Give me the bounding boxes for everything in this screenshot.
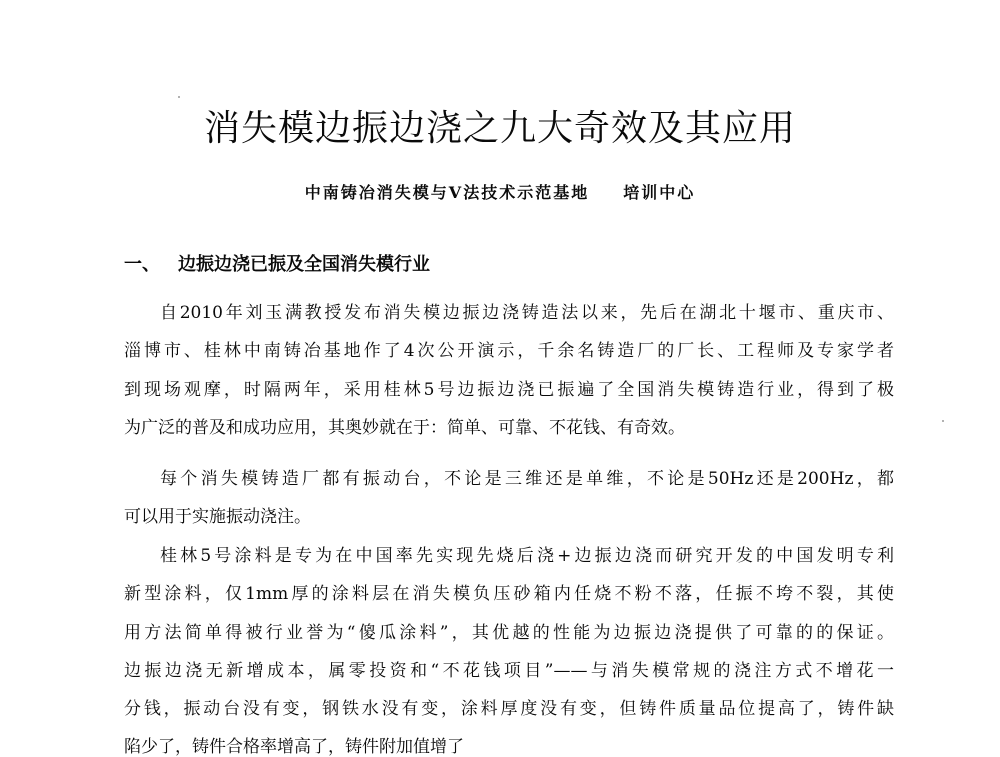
scan-speck xyxy=(178,96,180,98)
paragraph-line: 每个消失模铸造厂都有振动台，不论是三维还是单维，不论是50Hz还是200Hz，都 xyxy=(160,469,894,489)
paragraph-1 xyxy=(124,294,894,447)
subtitle-organization: 中南铸冶消失模与V法技术示范基地 xyxy=(304,183,590,202)
paragraph-line: 淄博市、桂林中南铸冶基地作了4次公开演示，千余名铸造厂的厂长、工程师及专家学者 xyxy=(124,341,894,362)
document-title: 消失模边振边浇之九大奇效及其应用 xyxy=(203,108,796,149)
paragraph-line: 分钱，振动台没有变，钢铁水没有变，涂料厚度没有变，但铸件质量品位提高了，铸件缺 xyxy=(124,699,894,720)
paragraph-2 xyxy=(124,460,894,537)
paragraph-line: 边振边浇无新增成本，属零投资和“不花钱项目”——与消失模常规的浇注方式不增花一 xyxy=(124,660,894,681)
paragraph-3 xyxy=(124,537,894,757)
paragraph-line: 为广泛的普及和成功应用，其奥妙就在于：简单、可靠、不花钱、有奇效。 xyxy=(124,417,685,438)
section-heading-text: 边振边浇已振及全国消失模行业 xyxy=(178,254,430,275)
section-heading xyxy=(124,248,430,282)
paragraph-line: 新型涂料，仅1mm厚的涂料层在消失模负压砂箱内任烧不粉不落，任振不垮不裂，其使 xyxy=(124,584,894,605)
paragraph-line: 桂林5号涂料是专为在中国率先实现先烧后浇+边振边浇而研究开发的中国发明专利 xyxy=(160,546,894,566)
paragraph-line: 可以用于实施振动浇注。 xyxy=(124,507,311,528)
scan-speck xyxy=(942,420,944,422)
paragraph-line: 自2010年刘玉满教授发布消失模边振边浇铸造法以来，先后在湖北十堰市、重庆市、 xyxy=(160,303,894,323)
paragraph-line: 用方法简单得被行业誉为“傻瓜涂料”，其优越的性能为边振边浇提供了可靠的的保证。 xyxy=(124,622,894,643)
document-subtitle xyxy=(180,178,820,208)
subtitle-department: 培训中心 xyxy=(623,183,696,202)
paragraph-line: 陷少了，铸件合格率增高了，铸件附加值增了 xyxy=(124,737,464,757)
section-number: 一、 xyxy=(124,254,160,275)
paragraph-line: 到现场观摩，时隔两年，采用桂林5号边振边浇已振遍了全国消失模铸造行业，得到了极 xyxy=(124,379,894,400)
